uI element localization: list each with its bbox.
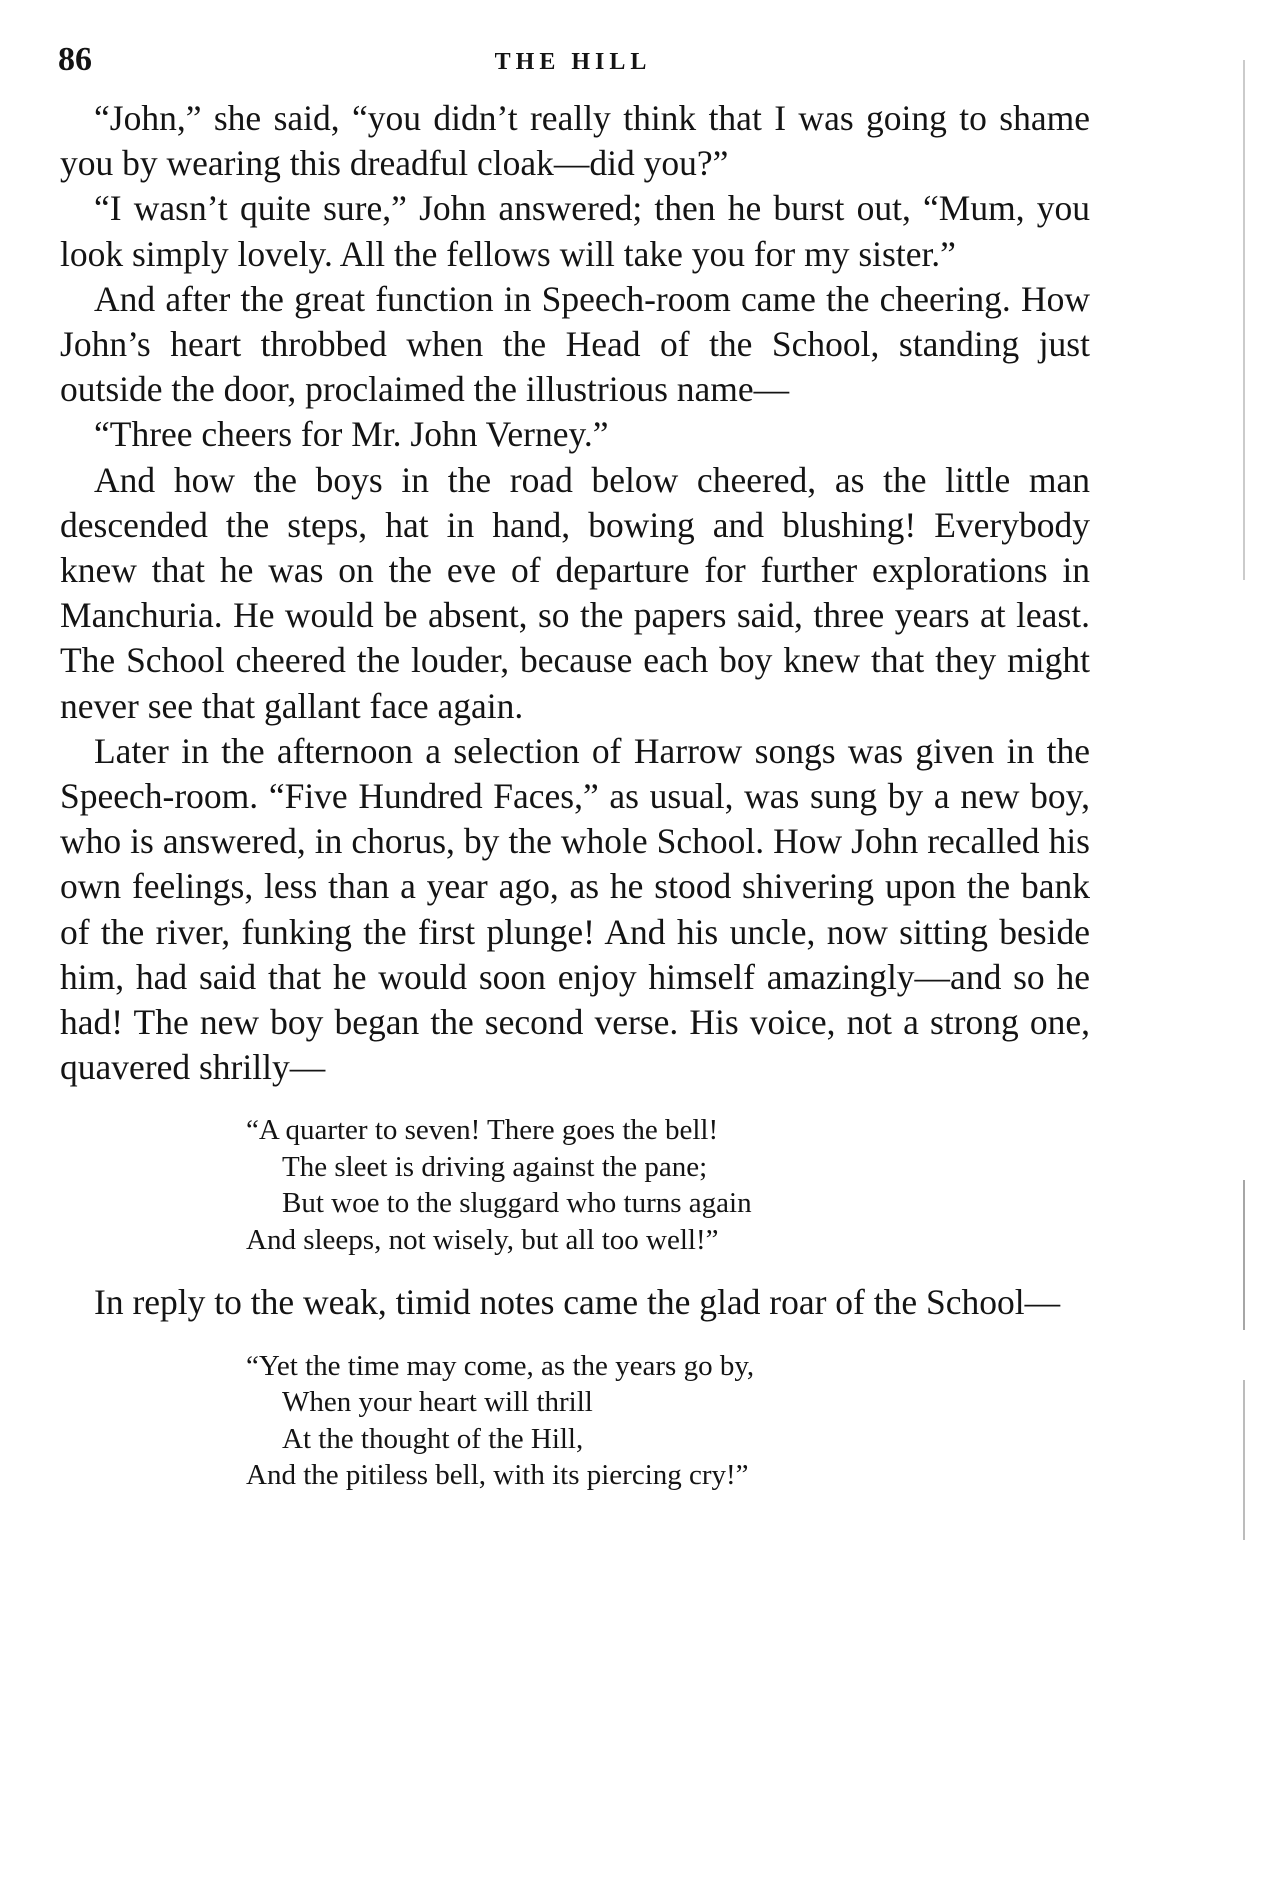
body-text	[60, 96, 1090, 1494]
verse-line: And the pitiless bell, with its piercing cry!”	[246, 1459, 749, 1492]
verse-line: “Yet the time may come, as the years go by,	[246, 1349, 755, 1382]
verse-line: The sleet is driving against the pane;	[282, 1150, 708, 1183]
verse-line: “A quarter to seven! There goes the bell!	[246, 1114, 719, 1147]
paragraph: And after the great function in Speech-room came the cheering. How John’s heart throbbed when the Head of the School, standing just outside the door, proclaimed the illustrious name—	[60, 278, 1090, 410]
verse-stanza-2	[60, 1348, 1090, 1494]
paragraph: “Three cheers for Mr. John Verney.”	[94, 414, 609, 455]
page-header	[58, 36, 1088, 84]
running-title: THE HILL	[494, 49, 652, 75]
verse-line: When your heart will thrill	[282, 1386, 593, 1419]
verse-line: At the thought of the Hill,	[282, 1422, 584, 1455]
verse-stanza-1	[60, 1112, 1090, 1258]
page-edge-shadow	[1243, 60, 1245, 580]
paragraph: Later in the afternoon a selection of Harrow songs was given in the Speech-room. “Five Hundred Faces,” as usual, was sung by a new boy, who is answered, in chorus, by the whole School. How John recalled his own feelings, less than a year ago, as he stood shivering upon the bank of the river, funking the first plunge! And his uncle, now sitting beside him, had said that he would soon enjoy himself amazingly—and so he had! The new boy began the second verse. His voice, not a strong one, quavered shrilly—	[60, 730, 1090, 1088]
paragraph: “John,” she said, “you didn’t really think that I was going to shame you by wearing this dreadful cloak—did you?”	[60, 98, 1090, 184]
page-edge-shadow	[1243, 1380, 1245, 1540]
paragraph: “I wasn’t quite sure,” John answered; then he burst out, “Mum, you look simply lovely. All the fellows will take you for my sister.”	[60, 188, 1090, 274]
verse-line: And sleeps, not wisely, but all too well!”	[246, 1223, 719, 1256]
page-edge-shadow	[1243, 1180, 1245, 1330]
paragraph: In reply to the weak, timid notes came the glad roar of the School—	[94, 1282, 1061, 1323]
paragraph: And how the boys in the road below cheered, as the little man descended the steps, hat in hand, bowing and blushing! Everybody knew that he was on the eve of departure for further explorations in Manchuria. He would be absent, so the papers said, three years at least. The School cheered the louder, because each boy knew that they might never see that gallant face again.	[60, 459, 1090, 726]
page-number: 86	[58, 41, 92, 78]
verse-line: But woe to the sluggard who turns again	[282, 1187, 752, 1220]
